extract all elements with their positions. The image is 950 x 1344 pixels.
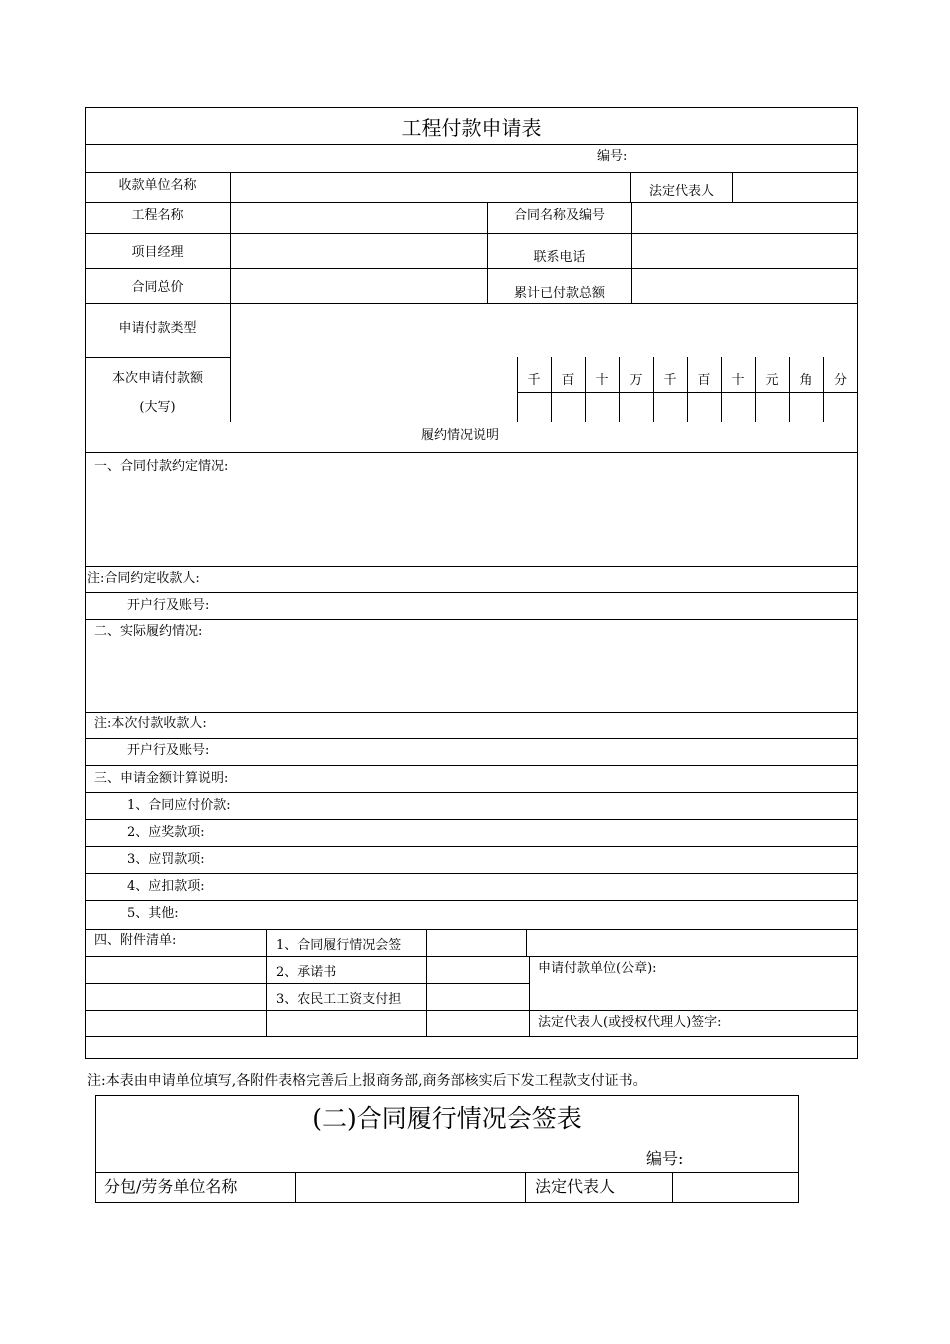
phone-label: 联系电话 <box>533 250 586 265</box>
amount-label: 本次申请付款额 <box>111 371 203 386</box>
calc-item-penalty: 3、应罚款项: <box>127 852 205 867</box>
amount-caps-field[interactable] <box>231 358 517 422</box>
section-3-label: 三、申请金额计算说明: <box>94 771 229 786</box>
digit-unit-shi-wan: 十 <box>595 373 609 388</box>
cumulative-paid-label: 累计已付款总额 <box>513 286 605 301</box>
subcontractor-name-label: 分包/劳务单位名称 <box>104 1177 238 1196</box>
payee-unit-label: 收款单位名称 <box>118 178 197 193</box>
note-current-payee: 注:本次付款收款人: <box>94 716 207 731</box>
form-2-number-label: 编号: <box>646 1149 684 1168</box>
digit-unit-fen: 分 <box>833 373 847 388</box>
contract-name-no-field[interactable] <box>632 203 857 233</box>
project-name-label: 工程名称 <box>131 208 184 223</box>
section-1-label: 一、合同付款约定情况: <box>94 459 229 474</box>
calc-item-contract-payable: 1、合同应付价款: <box>127 798 231 813</box>
phone-field[interactable] <box>632 234 857 268</box>
bank-account-2-label: 开户行及账号: <box>127 743 210 758</box>
payment-type-label: 申请付款类型 <box>118 321 197 336</box>
digit-unit-shi: 十 <box>731 373 745 388</box>
project-manager-field[interactable] <box>231 234 487 268</box>
section-2-label: 二、实际履约情况: <box>94 624 203 639</box>
performance-label: 履约情况说明 <box>420 428 499 443</box>
cumulative-paid-field[interactable] <box>632 269 857 303</box>
calc-item-deduction: 4、应扣款项: <box>127 879 205 894</box>
calc-item-bonus: 2、应奖款项: <box>127 825 205 840</box>
form-footnote: 注:本表由申请单位填写,各附件表格完善后上报商务部,商务部核实后下发工程款支付证书。 <box>87 1073 647 1089</box>
attachment-performance-countersign: 1、合同履行情况会签 <box>276 938 402 953</box>
legal-rep-label: 法定代表人 <box>648 184 714 199</box>
applicant-seal-field[interactable] <box>530 980 857 1009</box>
digit-unit-jiao: 角 <box>799 373 813 388</box>
form-2-legal-rep-field[interactable] <box>673 1173 798 1202</box>
digit-unit-wan: 万 <box>629 373 643 388</box>
contract-total-field[interactable] <box>231 269 487 303</box>
digit-unit-qian: 千 <box>663 373 677 388</box>
section-2-field[interactable] <box>86 643 857 712</box>
applicant-seal-label: 申请付款单位(公章): <box>538 961 657 976</box>
form-2-title: (二)合同履行情况会签表 <box>312 1104 582 1133</box>
payee-unit-field[interactable] <box>231 173 630 202</box>
digit-unit-bai-wan: 百 <box>561 373 575 388</box>
attachment-wage-guarantee: 3、农民工工资支付担 <box>276 992 402 1007</box>
calc-item-other: 5、其他: <box>127 906 179 921</box>
amount-digit-cells[interactable] <box>518 393 857 422</box>
legal-rep-sign-field[interactable] <box>740 1011 857 1036</box>
note-contract-payee: 注:合同约定收款人: <box>87 571 200 586</box>
project-manager-label: 项目经理 <box>131 245 184 260</box>
contract-total-label: 合同总价 <box>131 280 184 295</box>
digit-unit-yuan: 元 <box>765 373 779 388</box>
digit-unit-qian-wan: 千 <box>527 373 541 388</box>
digit-unit-bai: 百 <box>697 373 711 388</box>
bank-account-1-label: 开户行及账号: <box>127 598 210 613</box>
section-4-label: 四、附件清单: <box>94 933 177 948</box>
payment-type-field[interactable] <box>231 304 857 357</box>
subcontractor-name-field[interactable] <box>296 1173 525 1202</box>
contract-name-no-label: 合同名称及编号 <box>513 208 605 223</box>
amount-caps-label: (大写) <box>139 400 176 415</box>
form-number-label: 编号: <box>597 149 628 164</box>
section-1-field[interactable] <box>86 478 857 566</box>
legal-rep-field[interactable] <box>733 173 857 202</box>
project-name-field[interactable] <box>231 203 487 233</box>
attachment-commitment-letter: 2、承诺书 <box>276 965 337 980</box>
legal-rep-sign-label: 法定代表人(或授权代理人)签字: <box>538 1015 722 1030</box>
form-title: 工程付款申请表 <box>401 116 542 140</box>
form-2-legal-rep-label: 法定代表人 <box>535 1177 616 1196</box>
